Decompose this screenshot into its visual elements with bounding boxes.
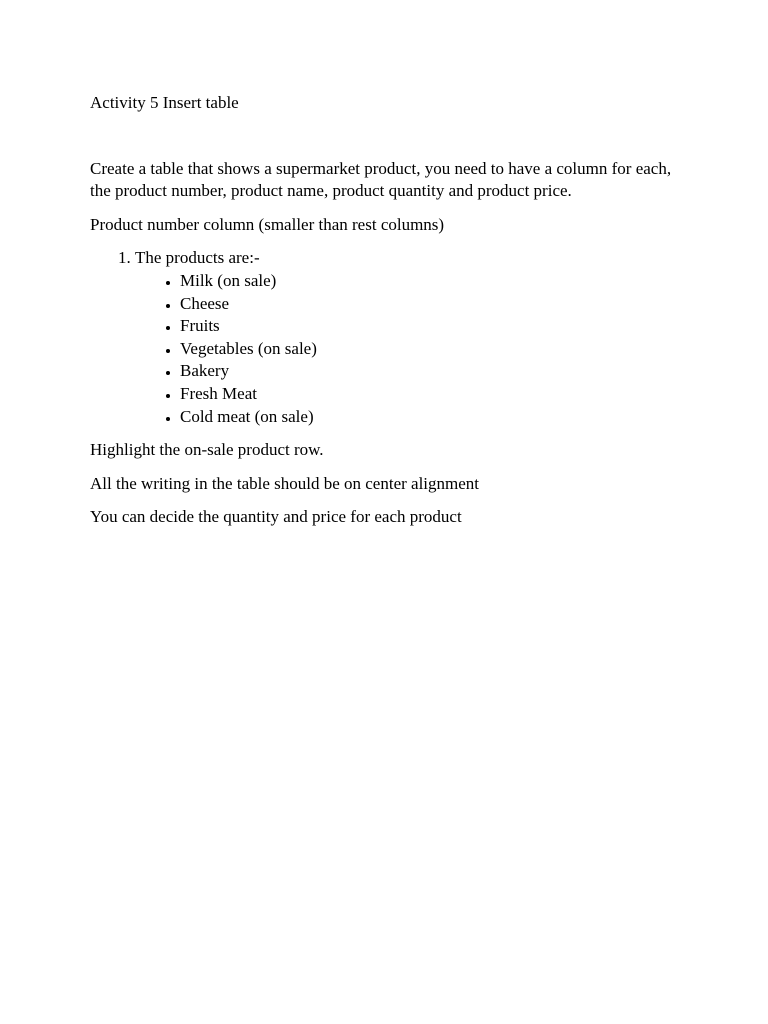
- product-item-vegetables: • Vegetables (on sale): [180, 338, 680, 361]
- list-heading: The products are:-: [135, 248, 260, 268]
- product-list: [135, 270, 680, 428]
- product-item-cold-meat: • Cold meat (on sale): [180, 406, 680, 429]
- highlight-note: Highlight the on-sale product row.: [90, 440, 324, 460]
- intro-paragraph: Create a table that shows a supermarket product, you need to have a column for each, the product number, product name, product quantity and product price.: [90, 158, 672, 201]
- product-item-cheese: • Cheese: [180, 293, 680, 316]
- numbered-list-item: [135, 247, 680, 428]
- document-title: Activity 5 Insert table: [90, 93, 239, 112]
- numbered-list: [90, 247, 680, 428]
- alignment-note: All the writing in the table should be on center alignment: [90, 473, 480, 493]
- product-item-milk: • Milk (on sale): [180, 270, 680, 293]
- number-column-note: Product number column (smaller than rest columns): [90, 214, 445, 234]
- product-item-bakery: • Bakery: [180, 360, 680, 383]
- product-item-fresh-meat: • Fresh Meat: [180, 383, 680, 406]
- document-body: [90, 92, 680, 540]
- product-item-fruits: • Fruits: [180, 315, 680, 338]
- decide-note: You can decide the quantity and price for each product: [90, 507, 462, 527]
